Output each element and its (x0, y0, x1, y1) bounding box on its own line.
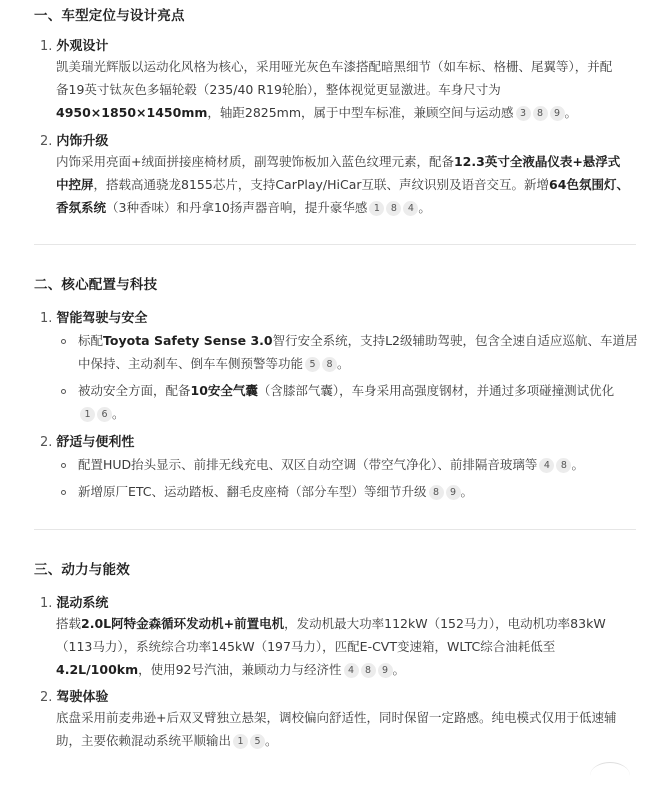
text-line: 1 6 。 (78, 402, 634, 425)
bullet-marker (61, 389, 66, 394)
paragraph (56, 150, 634, 219)
text-line: 底盘采用前麦弗逊+后双叉臂独立悬架，调校偏向舒适性，同时保留一定路感。纯电模式仅用于低速辅 (56, 710, 617, 725)
scroll-fade-decoration (590, 762, 630, 789)
list-number: 2. (40, 134, 53, 149)
text-line: 标配Toyota Safety Sense 3.0智行安全系统，支持L2级辅助驾驶，包含全速自适应巡航、车道居 (78, 333, 638, 348)
subsection-heading (40, 307, 147, 326)
bold-text: 香氛系统 (56, 200, 107, 215)
citation-badge[interactable]: 9 (550, 106, 565, 121)
text-line: 被动安全方面，配备10安全气囊（含膝部气囊），车身采用高强度钢材，并通过多项碰撞测试优化 (78, 383, 615, 398)
bullet-text (78, 379, 634, 425)
text-line: 配置HUD抬头显示、前排无线充电、双区自动空调（带空气净化）、前排隔音玻璃等 4 8 。 (78, 457, 584, 472)
text-line: （113马力），系统综合功率145kW（197马力），匹配E-CVT变速箱，WLTC综合油耗低至 (56, 639, 556, 654)
text-line: 4950×1850×1450mm，轴距2825mm，属于中型车标准，兼顾空间与运动感 3 8 9 。 (56, 105, 578, 120)
bold-text: 4950×1850×1450mm (56, 105, 208, 120)
bullet-marker (61, 339, 66, 344)
citation-badge[interactable]: 4 (403, 201, 418, 216)
section-heading: 一、车型定位与设计亮点 (34, 8, 185, 24)
citation-badge[interactable]: 8 (556, 458, 571, 473)
text-line: 内饰采用亮面+绒面拼接座椅材质，副驾驶饰板加入蓝色纹理元素，配备12.3英寸全液晶仪表+悬浮式 (56, 154, 621, 169)
subsection-heading (40, 431, 134, 450)
bullet-text (78, 480, 634, 503)
text-line: 备19英寸钛灰色多辐轮毂（235/40 R19轮胎），整体视觉更显激进。车身尺寸为 (56, 82, 501, 97)
bullet-text (78, 453, 634, 476)
text-line: 中保持、主动刹车、倒车车侧预警等功能 5 8 。 (78, 356, 350, 371)
citation-badge[interactable]: 8 (322, 357, 337, 372)
bullet-text (78, 329, 638, 375)
bold-text: 64色氛围灯、 (549, 177, 629, 192)
text-line: 搭载2.0L阿特金森循环发动机+前置电机，发动机最大功率112kW（152马力），电动机功率83kW (56, 616, 606, 631)
subsection-title: 舒适与便利性 (56, 435, 135, 450)
text-line: 4.2L/100km，使用92号汽油，兼顾动力与经济性 4 8 9 。 (56, 662, 406, 677)
citation-badge[interactable]: 1 (369, 201, 384, 216)
citation-badge[interactable]: 8 (429, 485, 444, 500)
subsection-heading (40, 686, 108, 705)
list-number: 1. (40, 39, 53, 54)
bullet-marker (61, 490, 66, 495)
text-line: 中控屏，搭载高通骁龙8155芯片，支持CarPlay/HiCar互联、声纹识别及语音交互。新增64色氛围灯、 (56, 177, 629, 192)
citation-badge[interactable]: 4 (344, 663, 359, 678)
section-divider (34, 529, 636, 530)
subsection-heading (40, 592, 108, 611)
paragraph (56, 706, 634, 752)
citation-badge[interactable]: 1 (80, 407, 95, 422)
citation-badge[interactable]: 1 (233, 734, 248, 749)
bold-text: 10安全气囊 (190, 383, 258, 398)
subsection-title: 内饰升级 (56, 134, 109, 149)
list-number: 2. (40, 435, 53, 450)
citation-badge[interactable]: 9 (378, 663, 393, 678)
bold-text: 4.2L/100km (56, 662, 139, 677)
section-heading: 二、核心配置与科技 (34, 277, 158, 293)
bold-text: 12.3英寸全液晶仪表+悬浮式 (453, 154, 621, 169)
citation-badge[interactable]: 6 (97, 407, 112, 422)
subsection-title: 驾驶体验 (56, 690, 109, 705)
bold-text: Toyota Safety Sense 3.0 (103, 333, 273, 348)
citation-badge[interactable]: 4 (539, 458, 554, 473)
citation-badge[interactable]: 3 (516, 106, 531, 121)
citation-badge[interactable]: 8 (533, 106, 548, 121)
bold-text: 中控屏 (56, 177, 94, 192)
list-number: 1. (40, 596, 53, 611)
section-heading: 三、动力与能效 (34, 562, 130, 578)
paragraph (56, 55, 634, 124)
subsection-heading (40, 35, 108, 54)
text-line: 新增原厂ETC、运动踏板、翻毛皮座椅（部分车型）等细节升级 8 9 。 (78, 484, 474, 499)
citation-badge[interactable]: 5 (250, 734, 265, 749)
text-line: 香氛系统（3种香味）和丹拿10扬声器音响，提升豪华感 1 8 4 。 (56, 200, 431, 215)
section-divider (34, 244, 636, 245)
subsection-title: 智能驾驶与安全 (56, 311, 148, 326)
citation-badge[interactable]: 8 (386, 201, 401, 216)
subsection-title: 混动系统 (56, 596, 109, 611)
list-number: 2. (40, 690, 53, 705)
bold-text: 2.0L阿特金森循环发动机+前置电机 (81, 616, 285, 631)
text-line: 凯美瑞光辉版以运动化风格为核心，采用哑光灰色车漆搭配暗黑细节（如车标、格栅、尾翼等），并配 (56, 59, 613, 74)
subsection-title: 外观设计 (56, 39, 109, 54)
text-line: 助，主要依赖混动系统平顺输出 1 5 。 (56, 733, 278, 748)
subsection-heading (40, 130, 108, 149)
citation-badge[interactable]: 8 (361, 663, 376, 678)
bullet-marker (61, 463, 66, 468)
citation-badge[interactable]: 5 (305, 357, 320, 372)
paragraph (56, 612, 634, 681)
citation-badge[interactable]: 9 (446, 485, 461, 500)
list-number: 1. (40, 311, 53, 326)
